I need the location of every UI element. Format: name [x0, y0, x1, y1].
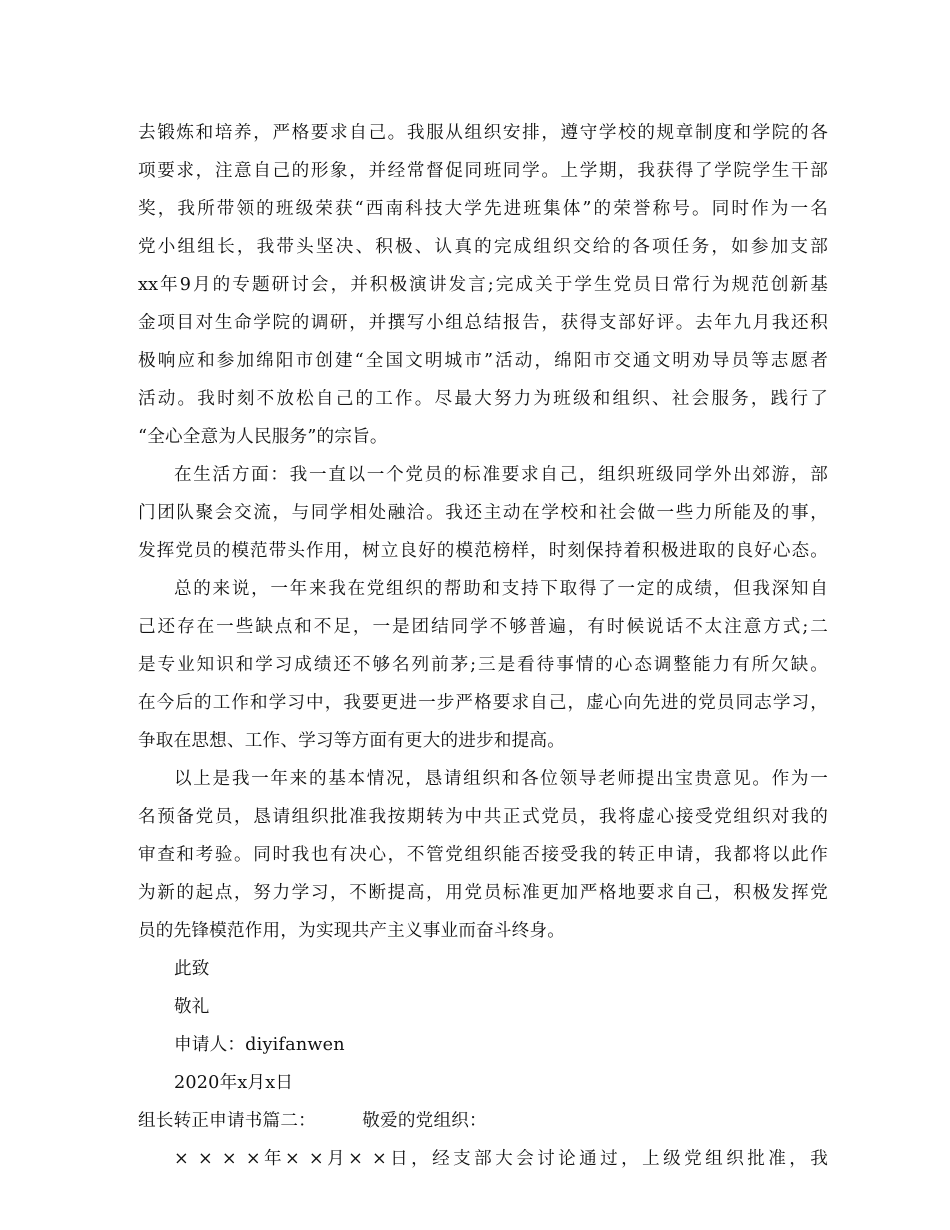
- text-line: 为新的起点，努力学习，不断提高，用党员标准更加严格地要求自己，积极发挥党: [138, 883, 828, 903]
- text-line: 在生活方面：我一直以一个党员的标准要求自己，组织班级同学外出郊游，部: [174, 465, 828, 485]
- text-line: 敬礼: [174, 997, 210, 1017]
- text-line: 奖，我所带领的班级荣获“西南科技大学先进班集体”的荣誉称号。同时作为一名: [138, 199, 828, 219]
- text-line: 组长转正申请书篇二： 敬爱的党组织：: [138, 1111, 487, 1131]
- text-line: 员的先锋模范作用，为实现共产主义事业而奋斗终身。: [138, 921, 566, 941]
- text-line: xx年9月的专题研讨会，并积极演讲发言;完成关于学生党员日常行为规范创新基: [138, 275, 828, 295]
- text-line: 此致: [174, 959, 210, 979]
- text-line: 极响应和参加绵阳市创建“全国文明城市”活动，绵阳市交通文明劝导员等志愿者: [138, 351, 828, 371]
- text-line: 申请人：diyifanwen: [174, 1035, 345, 1055]
- text-line: 总的来说，一年来我在党组织的帮助和支持下取得了一定的成绩，但我深知自: [174, 579, 828, 599]
- text-line: 是专业知识和学习成绩还不够名列前茅;三是看待事情的心态调整能力有所欠缺。: [138, 655, 828, 675]
- text-line: 审查和考验。同时我也有决心，不管党组织能否接受我的转正申请，我都将以此作: [138, 845, 828, 865]
- text-line: “全心全意为人民服务”的宗旨。: [138, 427, 388, 447]
- text-line: 发挥党员的模范带头作用，树立良好的模范榜样，时刻保持着积极进取的良好心态。: [138, 541, 828, 561]
- text-line: 争取在思想、工作、学习等方面有更大的进步和提高。: [138, 731, 566, 751]
- text-line: 金项目对生命学院的调研，并撰写小组总结报告，获得支部好评。去年九月我还积: [138, 313, 828, 333]
- text-line: 项要求，注意自己的形象，并经常督促同班同学。上学期，我获得了学院学生干部: [138, 161, 828, 181]
- text-line: 党小组组长，我带头坚决、积极、认真的完成组织交给的各项任务，如参加支部: [138, 237, 828, 257]
- text-line: 门团队聚会交流，与同学相处融洽。我还主动在学校和社会做一些力所能及的事，: [138, 503, 828, 523]
- document-body: [138, 114, 828, 1178]
- text-line: 在今后的工作和学习中，我要更进一步严格要求自己，虚心向先进的党员同志学习，: [138, 693, 828, 713]
- text-line: 以上是我一年来的基本情况，恳请组织和各位领导老师提出宝贵意见。作为一: [174, 769, 828, 789]
- text-line: 名预备党员，恳请组织批准我按期转为中共正式党员，我将虚心接受党组织对我的: [138, 807, 828, 827]
- text-line: × × × ×年× ×月× ×日，经支部大会讨论通过，上级党组织批准，我: [174, 1149, 828, 1169]
- text-line: 活动。我时刻不放松自己的工作。尽最大努力为班级和组织、社会服务，践行了: [138, 389, 828, 409]
- text-line: 2020年x月x日: [174, 1073, 294, 1093]
- text-line: 己还存在一些缺点和不足，一是团结同学不够普遍，有时候说话不太注意方式;二: [138, 617, 828, 637]
- text-line: 去锻炼和培养，严格要求自己。我服从组织安排，遵守学校的规章制度和学院的各: [138, 123, 828, 143]
